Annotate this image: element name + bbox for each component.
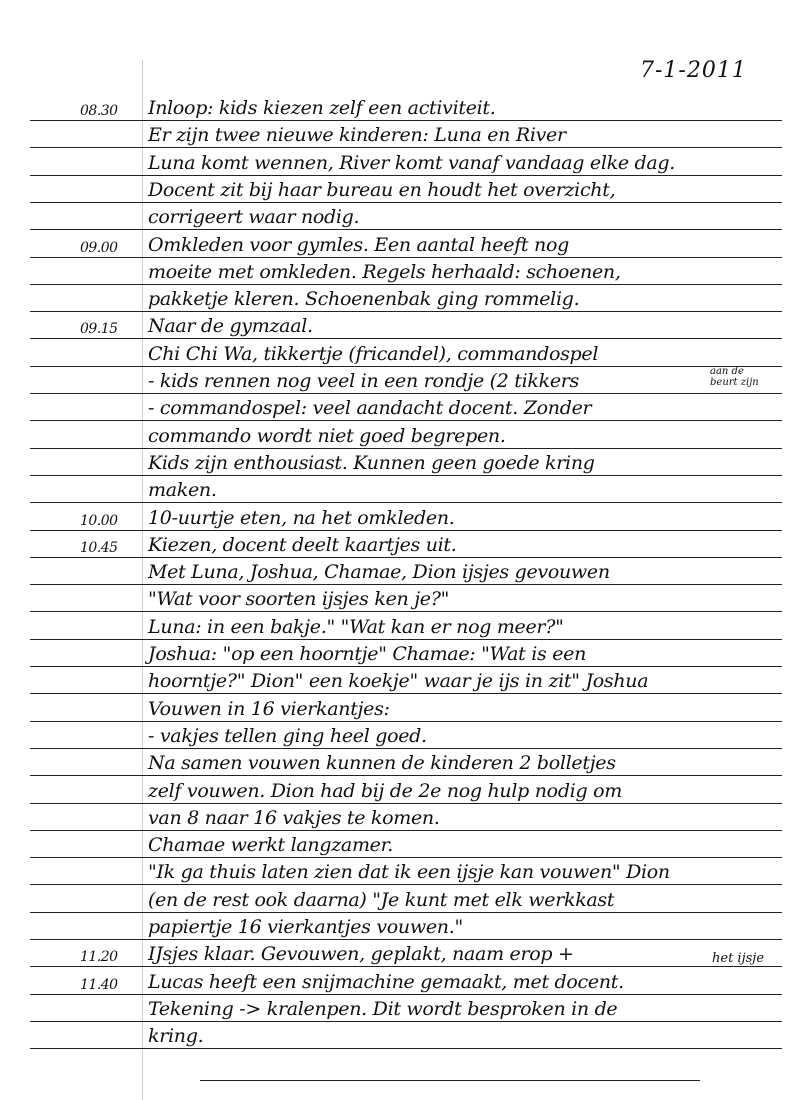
- line-rule: [30, 229, 782, 230]
- entry-text: Met Luna, Joshua, Chamae, Dion ijsjes gevouwen: [148, 561, 610, 584]
- entry-time: 09.00: [80, 239, 118, 256]
- entry-text: Na samen vouwen kunnen de kinderen 2 bolletjes: [148, 752, 616, 775]
- entry-text: kring.: [148, 1025, 204, 1048]
- entry-text: moeite met omkleden. Regels herhaald: schoenen,: [148, 260, 621, 283]
- line-rule: [30, 284, 782, 285]
- line-rule: [30, 857, 782, 858]
- entry-text: Luna: in een bakje." "Wat kan er nog meer?": [148, 615, 564, 638]
- line-rule: [30, 393, 782, 394]
- line-rule: [30, 693, 782, 694]
- entry-text: papiertje 16 vierkantjes vouwen.": [148, 916, 463, 938]
- line-rule: [30, 147, 782, 148]
- line-rule: [30, 257, 782, 258]
- line-rule: [30, 120, 782, 121]
- entry-time: 11.40: [80, 976, 118, 993]
- entry-text: - commandospel: veel aandacht docent. Zonder: [148, 397, 592, 420]
- entry-text: Luna komt wennen, River komt vanaf vandaag elke dag.: [148, 151, 675, 174]
- line-rule: [30, 1048, 782, 1049]
- entry-text: Chamae werkt langzamer.: [148, 834, 394, 857]
- line-rule: [30, 475, 782, 476]
- entry-text: Er zijn twee nieuwe kinderen: Luna en River: [148, 124, 566, 147]
- line-rule: [30, 202, 782, 203]
- line-rule: [30, 611, 782, 612]
- entry-text: hoorntje?" Dion" een koekje" waar je ijs in zit" Joshua: [148, 670, 649, 693]
- entry-text: "Wat voor soorten ijsjes ken je?": [148, 588, 450, 611]
- entry-text: Joshua: "op een hoorntje" Chamae: "Wat is een: [148, 643, 587, 665]
- line-rule: [30, 912, 782, 913]
- line-rule: [30, 939, 782, 940]
- line-rule: [30, 639, 782, 640]
- line-rule: [30, 175, 782, 176]
- entry-text: Docent zit bij haar bureau en houdt het overzicht,: [148, 178, 616, 201]
- line-rule: [30, 666, 782, 667]
- line-rule: [30, 830, 782, 831]
- entry-text: pakketje kleren. Schoenenbak ging rommelig.: [148, 288, 580, 311]
- line-rule: [30, 994, 782, 995]
- page-date: 7-1-2011: [640, 58, 747, 83]
- entry-text: IJsjes klaar. Gevouwen, geplakt, naam erop +: [148, 943, 574, 966]
- entry-text: - kids rennen nog veel in een rondje (2 tikkers: [148, 370, 580, 392]
- line-rule: [30, 584, 782, 585]
- margin-line: [142, 60, 143, 1100]
- entry-time: 11.20: [80, 949, 118, 966]
- line-rule: [30, 338, 782, 339]
- entry-text: Vouwen in 16 vierkantjes:: [148, 697, 390, 720]
- line-rule: [30, 1021, 782, 1022]
- note-beside-tikkers: aan de beurt zijn: [710, 366, 759, 388]
- entry-text: Omkleden voor gymles. Een aantal heeft nog: [148, 233, 569, 256]
- entry-text: corrigeert waar nodig.: [148, 206, 360, 229]
- line-rule: [30, 775, 782, 776]
- line-rule: [30, 420, 782, 421]
- entry-text: "Ik ga thuis laten zien dat ik een ijsje kan vouwen" Dion: [148, 861, 670, 884]
- line-rule: [30, 530, 782, 531]
- entry-text: van 8 naar 16 vakjes te komen.: [148, 806, 440, 829]
- line-rule: [30, 366, 782, 367]
- note-above-ijsje: het ijsje: [712, 951, 765, 966]
- entry-text: zelf vouwen. Dion had bij de 2e nog hulp nodig om: [148, 779, 622, 802]
- line-rule: [30, 721, 782, 722]
- line-rule: [30, 311, 782, 312]
- entry-time: 09.15: [80, 321, 118, 338]
- entry-text: Tekening -> kralenpen. Dit wordt besproken in de: [148, 997, 618, 1020]
- entry-text: Chi Chi Wa, tikkertje (fricandel), commandospel: [148, 342, 599, 365]
- entry-text: maken.: [148, 479, 217, 502]
- entry-time: 10.45: [80, 539, 118, 556]
- line-rule: [30, 448, 782, 449]
- line-rule: [30, 502, 782, 503]
- entry-time: 10.00: [80, 512, 118, 529]
- line-rule: [30, 884, 782, 885]
- entry-text: Inloop: kids kiezen zelf een activiteit.: [148, 97, 496, 119]
- entry-text: Kiezen, docent deelt kaartjes uit.: [148, 533, 457, 556]
- line-rule: [30, 557, 782, 558]
- entry-time: 08.30: [80, 103, 118, 119]
- line-rule: [30, 966, 782, 967]
- entry-text: Lucas heeft een snijmachine gemaakt, met docent.: [148, 970, 624, 993]
- line-rule: [30, 803, 782, 804]
- entry-text: Naar de gymzaal.: [148, 315, 313, 338]
- entry-text: (en de rest ook daarna) "Je kunt met elk werkkast: [148, 888, 615, 911]
- line-rule: [30, 748, 782, 749]
- entry-text: 10-uurtje eten, na het omkleden.: [148, 506, 455, 529]
- entry-text: commando wordt niet goed begrepen.: [148, 424, 506, 447]
- entry-text: Kids zijn enthousiast. Kunnen geen goede kring: [148, 451, 595, 474]
- entry-text: - vakjes tellen ging heel goed.: [148, 724, 427, 747]
- trailing-rule: [200, 1080, 700, 1081]
